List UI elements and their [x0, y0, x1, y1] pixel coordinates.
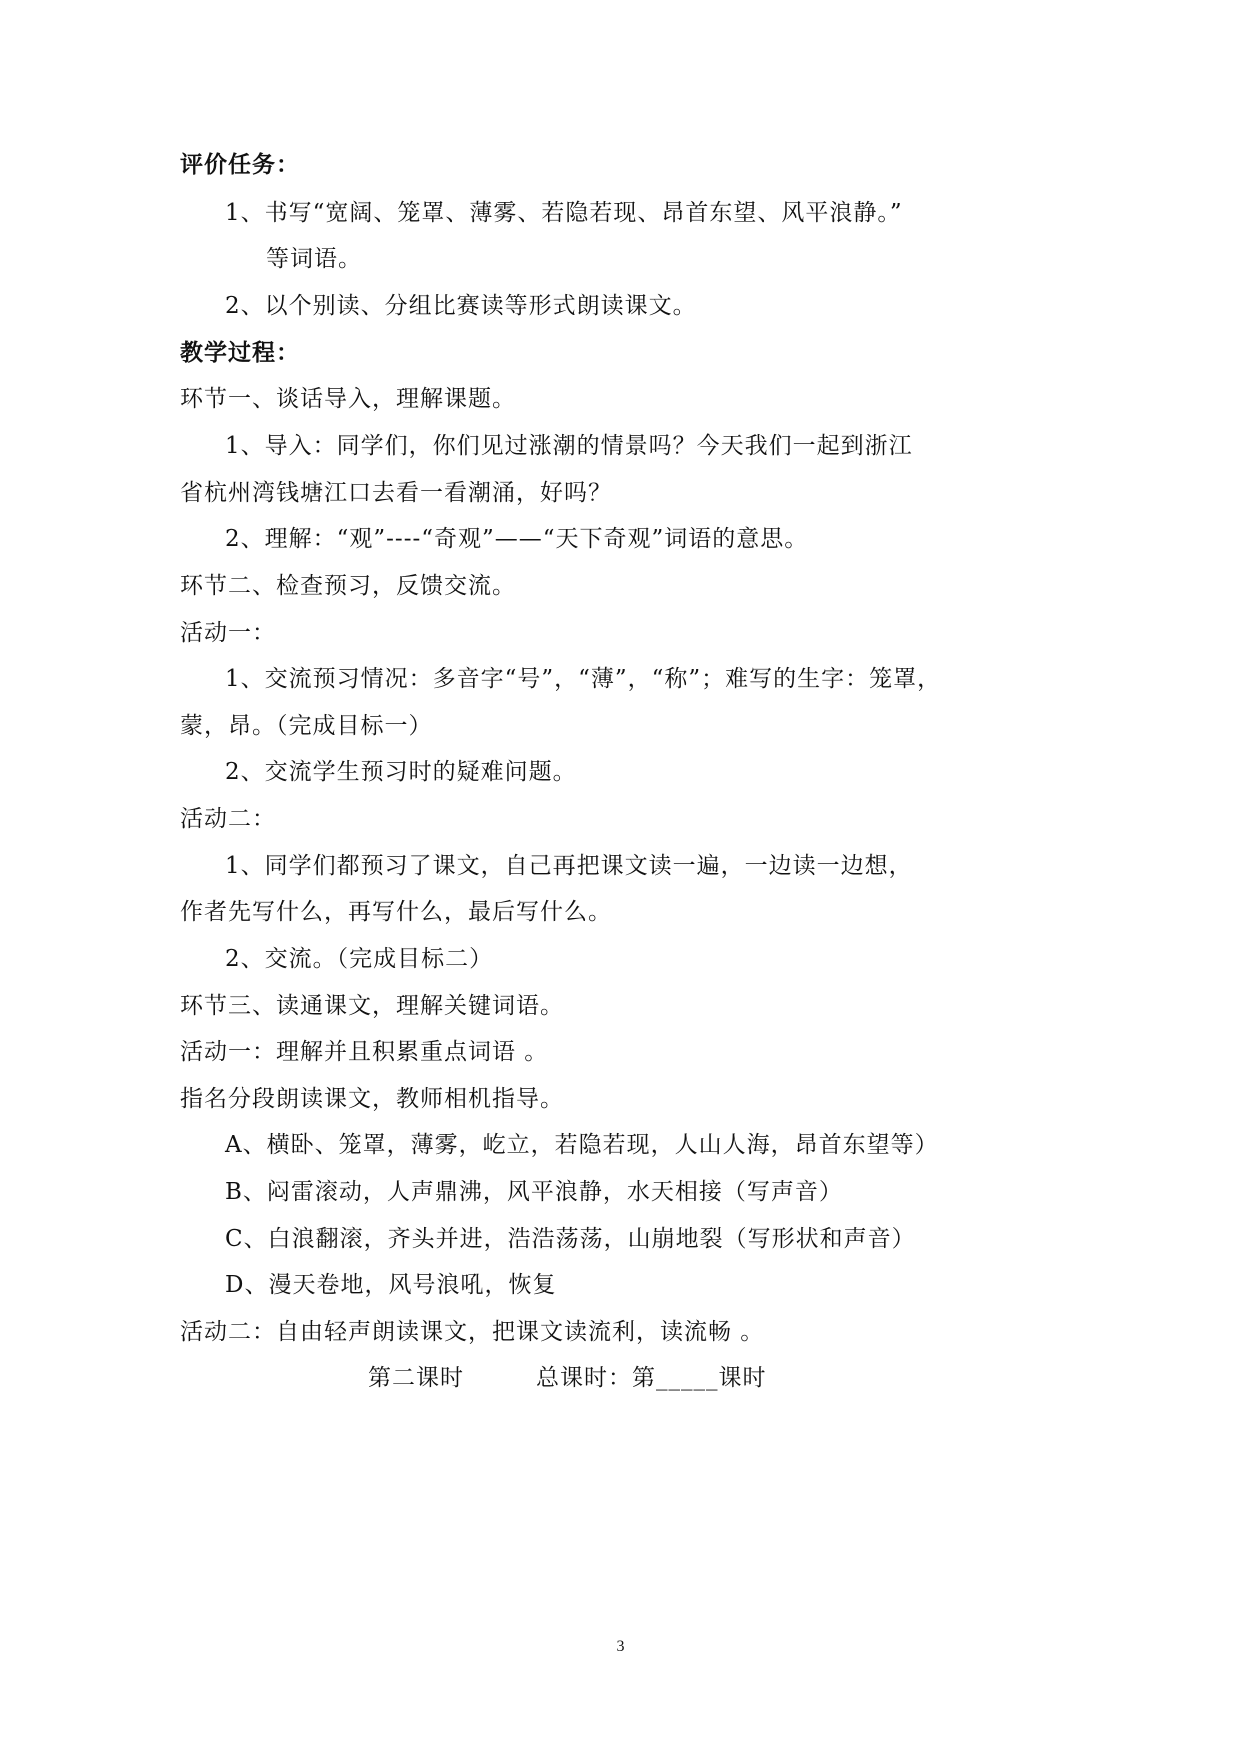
step3-title: 环节三、读通课文，理解关键词语。: [180, 993, 564, 1019]
step3-instruction: 指名分段朗读课文，教师相机指导。: [180, 1086, 564, 1112]
step2-a2-item-1-cont: 作者先写什么，再写什么，最后写什么。: [180, 899, 612, 925]
step2-a1-item-1: 1、交流预习情况：多音字“号”，“薄”，“称”；难写的生字：笼罩，: [225, 666, 942, 692]
step1-item-1: 1、导入：同学们，你们见过涨潮的情景吗？今天我们一起到浙江: [225, 433, 913, 459]
step3-item-b: B、闷雷滚动，人声鼎沸，风平浪静，水天相接（写声音）: [225, 1179, 843, 1205]
eval-item-1-cont: 等词语。: [266, 246, 362, 272]
step3-item-a: A、横卧、笼罩，薄雾，屹立，若隐若现，人山人海，昂首东望等）: [225, 1132, 939, 1158]
eval-heading: 评价任务：: [180, 152, 300, 178]
activity1-label: 活动一：: [180, 620, 276, 646]
lesson-line: 第二课时 总课时：第_____课时: [368, 1365, 767, 1391]
page-number: 3: [616, 1638, 625, 1655]
eval-item-1: 1、书写“宽阔、笼罩、薄雾、若隐若现、昂首东望、风平浪静。”: [225, 200, 903, 226]
step3-item-c: C、白浪翻滚，齐头并进，浩浩荡荡，山崩地裂（写形状和声音）: [225, 1226, 916, 1252]
step1-title: 环节一、谈话导入，理解课题。: [180, 386, 516, 412]
step2-a2-item-2: 2、交流。（完成目标二）: [225, 946, 494, 972]
eval-item-2: 2、以个别读、分组比赛读等形式朗读课文。: [225, 293, 697, 319]
step1-item-2: 2、理解：“观”----“奇观”——“天下奇观”词语的意思。: [225, 526, 809, 552]
step3-activity2: 活动二：自由轻声朗读课文，把课文读流利，读流畅 。: [180, 1319, 765, 1345]
step1-item-1-cont: 省杭州湾钱塘江口去看一看潮涌，好吗？: [180, 480, 612, 506]
step3-activity1: 活动一：理解并且积累重点词语 。: [180, 1039, 549, 1065]
step2-title: 环节二、检查预习，反馈交流。: [180, 573, 516, 599]
activity2-label: 活动二：: [180, 806, 276, 832]
process-heading: 教学过程：: [180, 340, 300, 366]
step2-a2-item-1: 1、同学们都预习了课文，自己再把课文读一遍，一边读一边想，: [225, 853, 913, 879]
step2-a1-item-1-cont: 蒙，昂。（完成目标一）: [180, 713, 433, 739]
step3-item-d: D、漫天卷地，风号浪吼，恢复: [225, 1272, 557, 1298]
step2-a1-item-2: 2、交流学生预习时的疑难问题。: [225, 759, 577, 785]
